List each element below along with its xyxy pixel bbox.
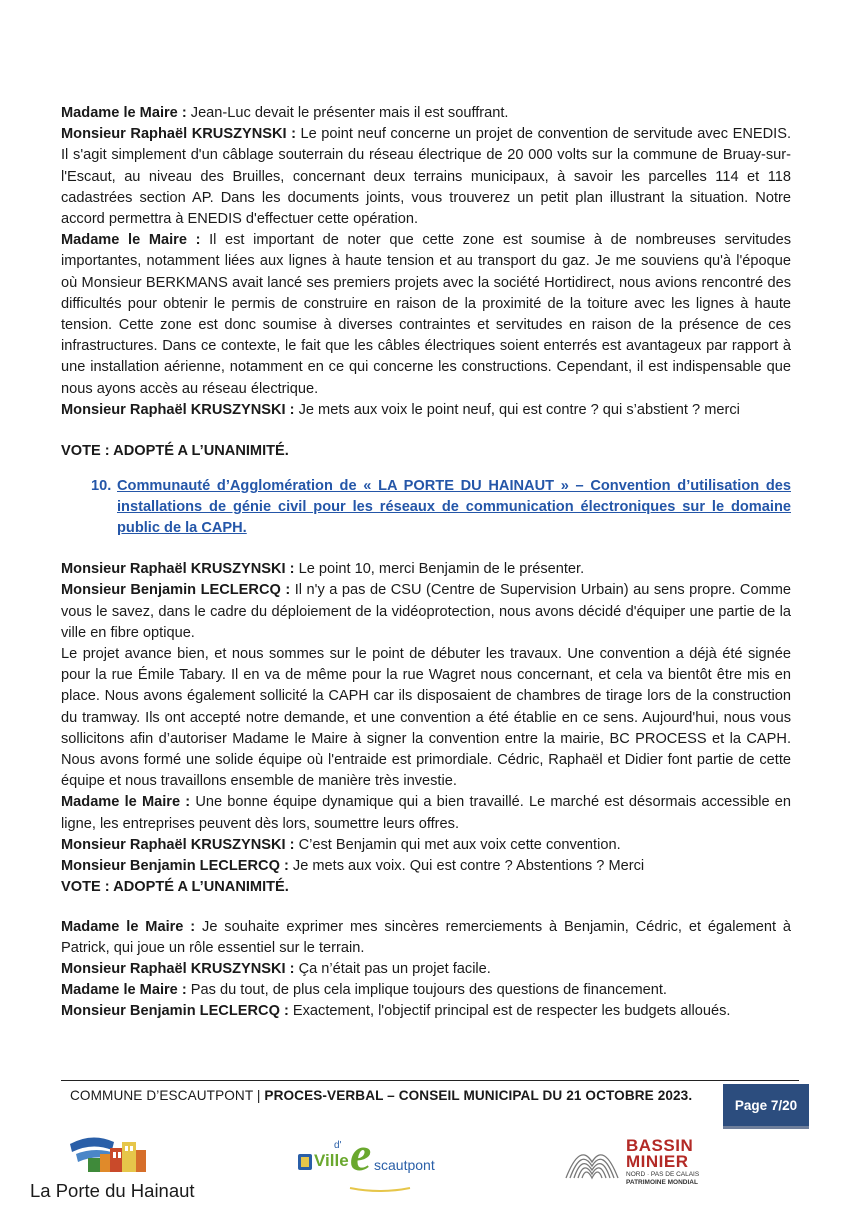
paragraph: Le projet avance bien, et nous sommes sur le point de débuter les travaux. Une convention a déjà été signée pour la rue Émile Tabary. Il en va de même pour la rue Wagret nous concernant, et cela va bientôt être mis en place. Nous avons également sollicité la CAPH car ils disposaient de chambres de tirage lors de la construction du tramway. Ils ont accepté notre demande, et une convention a été établie en ce sens. Aujourd'hui, nous vous sollicitons afin d’autoriser Madame le Maire à signer la convention entre la mairie, BC PROCESS et la CAPH. Nous avons formé une solide équipe où l'entraide est primordiale. Cédric, Raphaël et Didier font partie de cette équipe et nous travaillons ensemble de manière très investie. (61, 646, 791, 790)
footer-divider (61, 1080, 799, 1081)
porte-du-hainaut-emblem-icon (30, 1128, 170, 1180)
paragraph (61, 835, 791, 856)
speaker-name: Madame le Maire : (61, 918, 196, 935)
paragraph (61, 580, 791, 644)
speech-text: Je mets aux voix. Qui est contre ? Abstentions ? Merci (288, 858, 645, 875)
page-number: Page 7/20 (734, 1097, 798, 1113)
speech-text: Je souhaite exprimer mes sincères remerciements à Benjamin, Cédric, et également à Patrick, qui joue un rôle essentiel sur le terrain. (61, 918, 791, 956)
paragraph (61, 980, 791, 1001)
agenda-item-number: 10. (91, 478, 112, 495)
ville-escautpont-logo (290, 1130, 460, 1200)
porte-du-hainaut-logo-text: La Porte du Hainaut (30, 1180, 195, 1201)
bassin-minier-sub1: NORD · PAS DE CALAIS (626, 1171, 700, 1178)
paragraph (61, 1001, 791, 1022)
bassin-minier-sub2: PATRIMOINE MONDIAL (626, 1179, 698, 1186)
speaker-name: Madame le Maire : (61, 105, 187, 121)
ville-escautpont-logo-graphic (290, 1130, 460, 1200)
speech-text: Il est important de noter que cette zone est soumise à de nombreuses servitudes importantes, notamment liées aux lignes à haute tension et au transport du gaz. Je me souviens qu'à l'époque où Monsieur BERKMANS avait lancé ses premiers projets avec la société Hortidirect, nous avions rencontré des difficultés pour obtenir le permis de construire en raison de la proximité de la toiture avec les lignes à haute tension. Cette zone est donc soumise à diverses contraintes et servitudes en raison de la présence de ces infrastructures. Dans ce contexte, le fait que les câbles électriques soient enterrés est avantageux par rapport à une installation aérienne, notamment en ce qui concerne les constructions. Cependant, il est indispensable que nous ayons accès au réseau électrique. (61, 232, 791, 397)
footer-text (70, 1088, 692, 1103)
speech-text: Exactement, l'objectif principal est de respecter les budgets alloués. (288, 1003, 731, 1020)
paragraph (61, 792, 791, 834)
footer-commune: COMMUNE D’ESCAUTPONT | (70, 1088, 265, 1103)
speaker-name: Monsieur Raphaël KRUSZYNSKI : (61, 836, 295, 853)
svg-text:e: e (350, 1130, 372, 1181)
speaker-name: Monsieur Raphaël KRUSZYNSKI : (61, 561, 295, 578)
speaker-name: Madame le Maire : (61, 794, 191, 811)
bassin-minier-logo (562, 1138, 702, 1200)
speaker-name: Monsieur Benjamin LECLERCQ : (61, 582, 291, 599)
ville-word: Ville (314, 1151, 349, 1170)
agenda-item-title: Communauté d’Agglomération de « LA PORTE DU HAINAUT » – Convention d’utilisation des installations de génie civil pour les réseaux de communication électroniques sur le domaine public de la CAPH. (117, 478, 791, 537)
speech-text: Je mets aux voix le point neuf, qui est contre ? qui s’abstient ? merci (294, 401, 740, 418)
speaker-name: Monsieur Raphaël KRUSZYNSKI : (61, 960, 295, 977)
ville-prefix: d' (334, 1140, 342, 1151)
speech-text: Pas du tout, de plus cela implique toujours des questions de financement. (186, 982, 667, 999)
bassin-minier-subtitle (626, 1171, 699, 1187)
paragraph (61, 917, 791, 959)
page-content (61, 103, 791, 1023)
porte-du-hainaut-logo (30, 1128, 230, 1200)
speaker-name: Monsieur Benjamin LECLERCQ : (61, 1003, 289, 1020)
paragraph (61, 559, 791, 580)
paragraph (61, 103, 791, 124)
speaker-name: Madame le Maire : (61, 232, 201, 249)
speech-text: Le point neuf concerne un projet de convention de servitude avec ENEDIS. Il s'agit simplement d'un câblage souterrain du réseau électrique de 20 000 volts sur la commune de Bruay-sur-l'Escaut, au niveau des Bruilles, concernant deux terrains municipaux, à savoir les parcelles 114 et 118 cadastrées section AP. Dans les documents joints, vous trouverez un petit plan illustrant la situation. Notre accord permettra à ENEDIS d'effectuer cette opération. (61, 126, 791, 228)
speech-text: Une bonne équipe dynamique qui a bien travaillé. Le marché est désormais accessible en ligne, les entreprises peuvent dès lors, soumettre leurs offres. (61, 794, 791, 832)
paragraph (61, 400, 791, 421)
speaker-name: Monsieur Raphaël KRUSZYNSKI : (61, 401, 295, 418)
page-number-badge (723, 1084, 809, 1129)
paragraph (61, 856, 791, 877)
speech-text: Le point 10, merci Benjamin de le présenter. (294, 561, 585, 578)
speech-text: Ça n’était pas un projet facile. (294, 960, 491, 977)
bassin-minier-title: BASSIN MINIER (626, 1136, 694, 1171)
paragraph (61, 230, 791, 400)
paragraph (61, 124, 791, 230)
footer-pv-title: PROCES-VERBAL – CONSEIL MUNICIPAL DU 21 OCTOBRE 2023. (264, 1088, 693, 1103)
speaker-name: Madame le Maire : (61, 982, 187, 999)
vote-result: VOTE : ADOPTÉ A L’UNANIMITÉ. (61, 443, 289, 460)
escautpont-word: scautpont (374, 1157, 435, 1173)
speech-text: C’est Benjamin qui met aux voix cette convention. (294, 836, 621, 853)
speech-text: Jean-Luc devait le présenter mais il est souffrant. (186, 105, 509, 121)
speaker-name: Monsieur Raphaël KRUSZYNSKI : (61, 126, 296, 143)
paragraph (61, 959, 791, 980)
bassin-minier-emblem-icon (562, 1138, 622, 1188)
agenda-item-10[interactable] (91, 476, 791, 539)
speech-text: Il n'y a pas de CSU (Centre de Supervision Urbain) au sens propre. Comme vous le savez, dans le cadre du déploiement de la vidéoprotection, nous avons décidé d'équiper une partie de la ville en fibre optique. (61, 582, 792, 641)
vote-result: VOTE : ADOPTÉ A L’UNANIMITÉ. (61, 879, 289, 896)
speaker-name: Monsieur Benjamin LECLERCQ : (61, 858, 289, 875)
